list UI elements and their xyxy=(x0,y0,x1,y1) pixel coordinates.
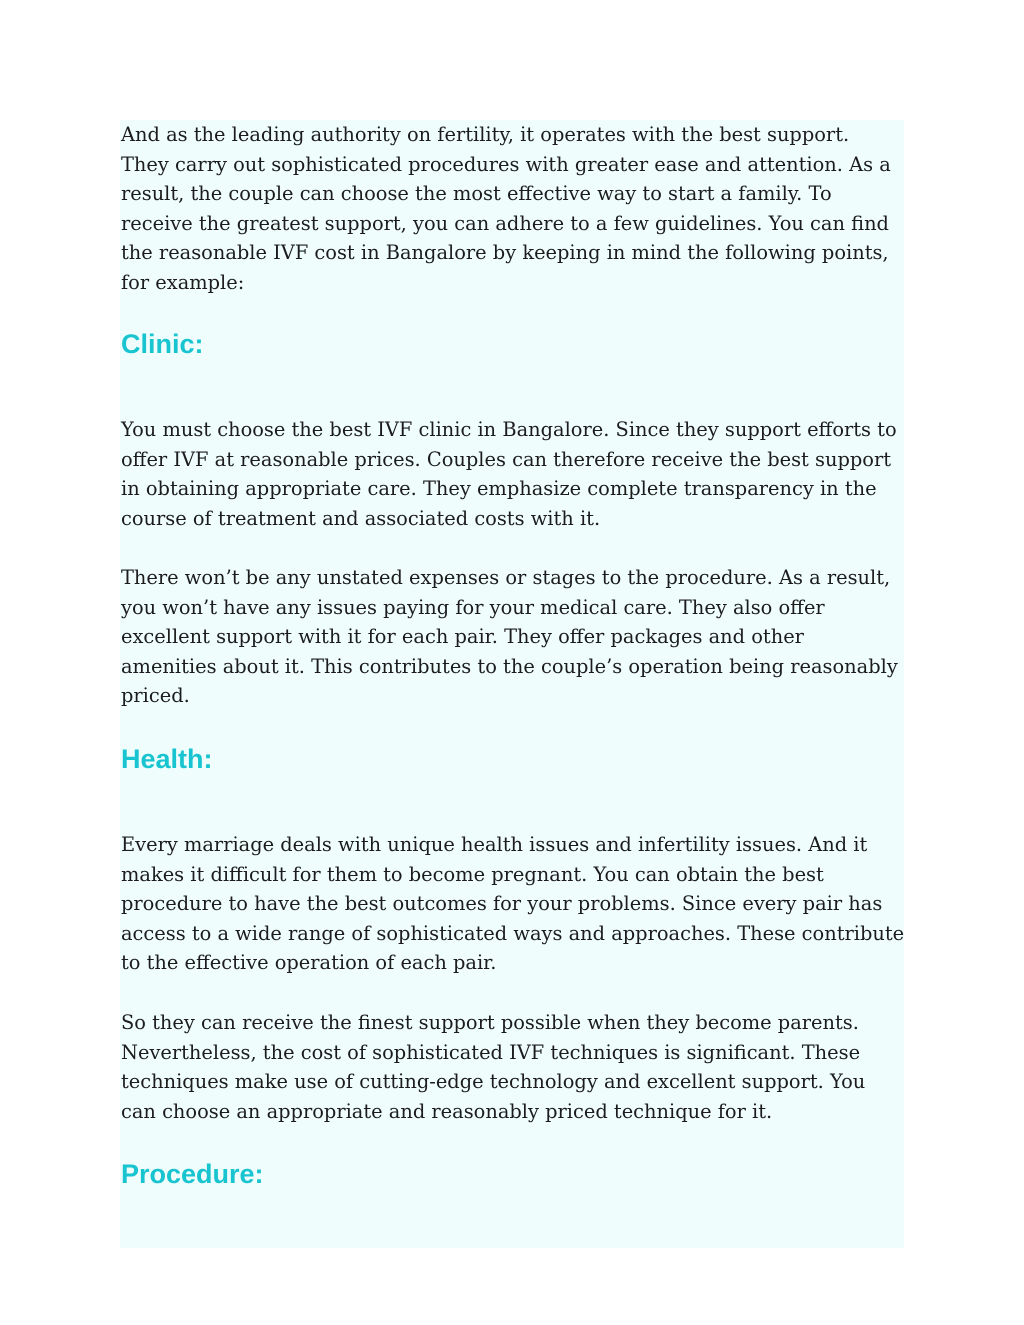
clinic-paragraph-2: There won’t be any unstated expenses or stages to the procedure. As a result, you won’t have any issues paying for your medical care. They also offer excellent support with it for each pair. They offer packages and other amenities about it. This contributes to the couple’s operation being reasonably priced. xyxy=(121,566,898,708)
health-heading: Health: xyxy=(121,744,213,774)
document-content xyxy=(120,120,904,1248)
health-paragraph-1: Every marriage deals with unique health issues and infertility issues. And it makes it difficult for them to become pregnant. You can obtain the best procedure to have the best outcomes for your problems. Since every pair has access to a wide range of sophisticated ways and approaches. These contribute to the effective operation of each pair. xyxy=(121,833,905,975)
clinic-paragraph-1: You must choose the best IVF clinic in Bangalore. Since they support efforts to offer IVF at reasonable prices. Couples can therefore receive the best support in obtaining appropriate care. They emphasize complete transparency in the course of treatment and associated costs with it. xyxy=(121,418,897,530)
clinic-heading: Clinic: xyxy=(121,329,204,359)
procedure-heading: Procedure: xyxy=(121,1159,264,1189)
health-paragraph-2: So they can receive the finest support possible when they become parents. Nevertheless, the cost of sophisticated IVF techniques is significant. These techniques make use of cutting-edge technology and excellent support. You can choose an appropriate and reasonably priced technique for it. xyxy=(121,1011,866,1123)
intro-paragraph: And as the leading authority on fertility, it operates with the best support. They carry out sophisticated procedures with greater ease and attention. As a result, the couple can choose the most effective way to start a family. To receive the greatest support, you can adhere to a few guidelines. You can find the reasonable IVF cost in Bangalore by keeping in mind the following points, for example: xyxy=(121,123,891,294)
